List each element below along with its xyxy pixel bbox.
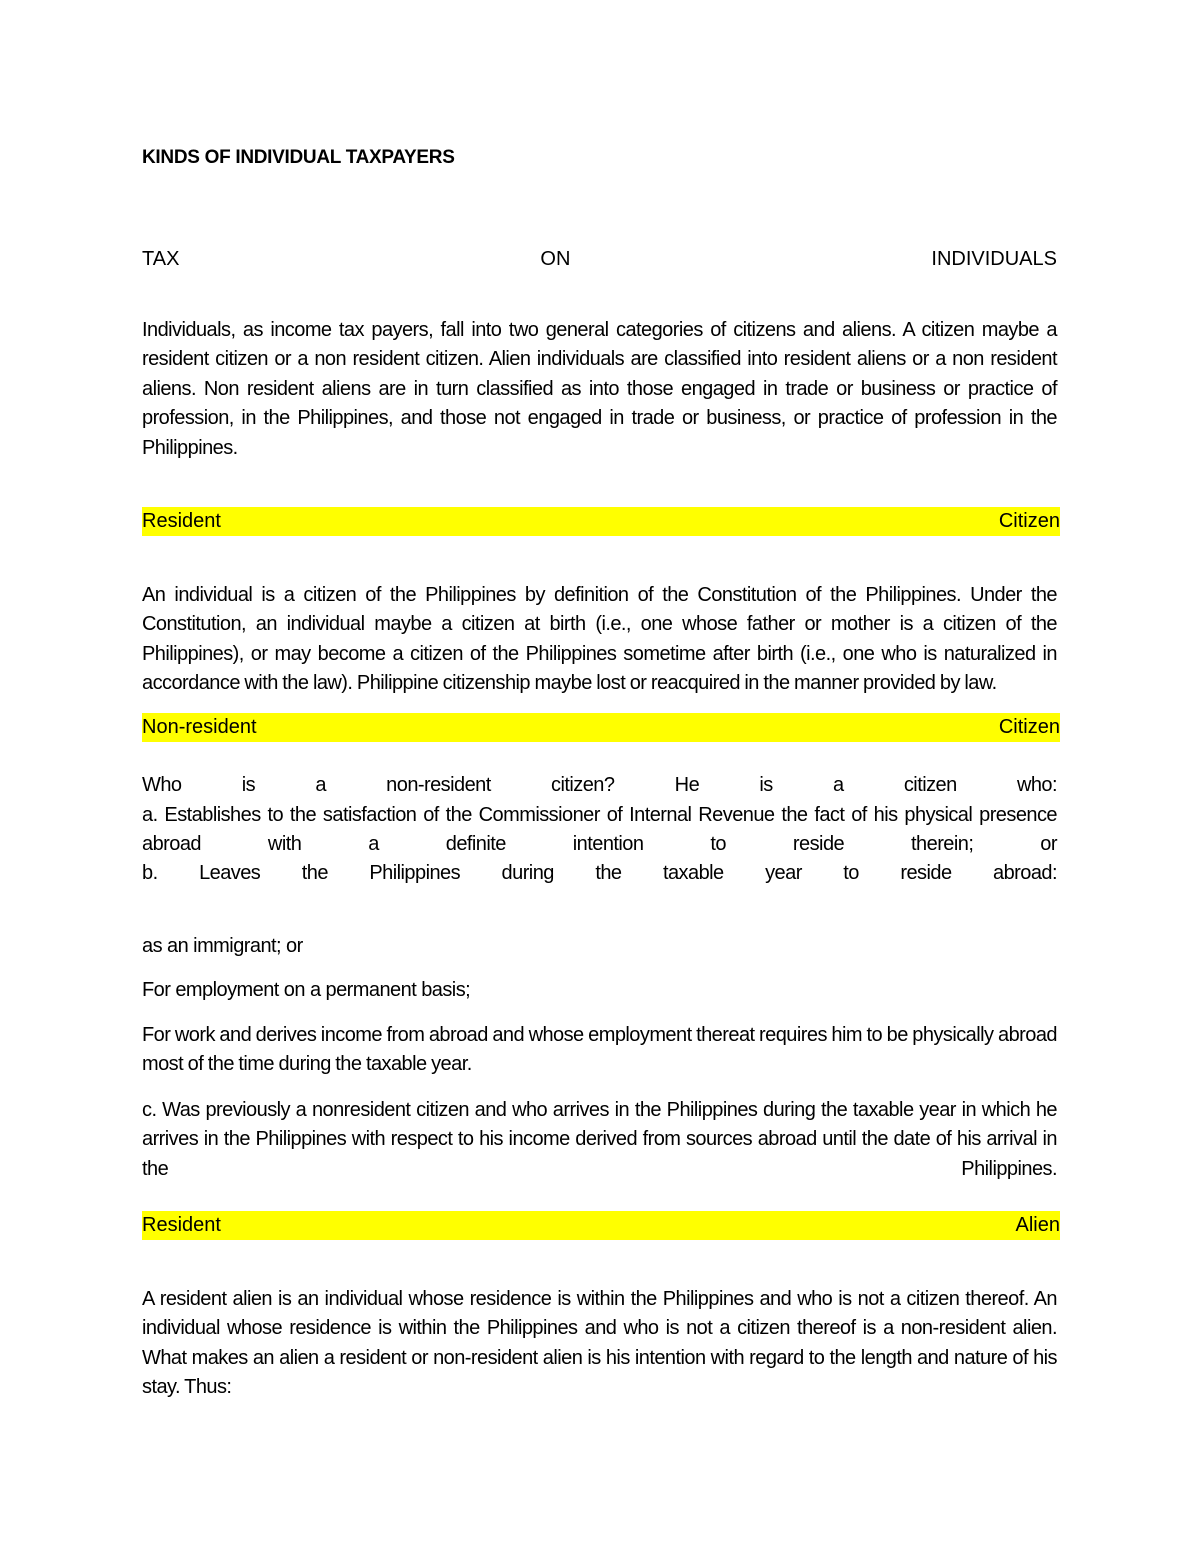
non-resident-item-c: c. Was previously a nonresident citizen and who arrives in the Philippines during the taxable year in which he arrives in the Philippines with respect to his income derived from sources abroad until the date of his arrival in the Philippines. [142,1099,1057,1180]
non-resident-item-b: b. Leaves the Philippines during the taxable year to reside abroad: [142,862,1057,884]
sub-item-immigrant: as an immigrant; or [142,935,303,957]
heading-word-on: ON [540,248,571,270]
non-resident-question: Who is a non-resident citizen? He is a citizen who: [142,774,1057,796]
section-heading-resident-alien [142,1211,1060,1240]
heading-tax-on-individuals [142,245,1057,274]
section-heading-right: Alien [1015,1214,1060,1236]
section-heading-right: Citizen [998,716,1060,738]
sub-item-employment: For employment on a permanent basis; [142,979,471,1001]
intro-paragraph: Individuals, as income tax payers, fall into two general categories of citizens and aliens. A citizen maybe a resident citizen or a non resident citizen. Alien individuals are classified into resident aliens or a non resident aliens. Non resident aliens are in turn classified as into those engaged in trade or business or practice of profession, in the Philippines, and those not engaged in trade or business, or practice of profession in the Philippines. [142,319,1057,459]
non-resident-item-a: a. Establishes to the satisfaction of the Commissioner of Internal Revenue the fact of his physical presence abroad with a definite intention to reside therein; or [142,804,1057,856]
section-heading-left: Resident [142,510,221,532]
section-heading-right: Citizen [998,510,1060,532]
sub-item-work-abroad: For work and derives income from abroad and whose employment thereat requires him to be physically abroad most of the time during the taxable year. [142,1024,1057,1076]
heading-word-tax: TAX [142,248,180,270]
section-heading-resident-citizen [142,507,1060,536]
resident-alien-paragraph: A resident alien is an individual whose residence is within the Philippines and who is not a citizen thereof. An individual whose residence is within the Philippines and who is not a citizen thereof is a non-resident alien. What makes an alien a resident or non-resident alien is his intention with regard to the length and nature of his stay. Thus: [142,1288,1057,1399]
heading-word-individuals: INDIVIDUALS [931,248,1057,270]
resident-citizen-paragraph: An individual is a citizen of the Philippines by definition of the Constitution of the Philippines. Under the Constitution, an individual maybe a citizen at birth (i.e., one whose father or mother is a citizen of the Philippines), or may become a citizen of the Philippines sometime after birth (i.e., one who is naturalized in accordance with the law). Philippine citizenship maybe lost or reacquired in the manner provided by law. [142,584,1057,695]
section-heading-left: Resident [142,1214,221,1236]
document-title: KINDS OF INDIVIDUAL TAXPAYERS [142,147,455,168]
section-heading-left: Non-resident [142,716,257,738]
section-heading-non-resident-citizen [142,713,1060,742]
